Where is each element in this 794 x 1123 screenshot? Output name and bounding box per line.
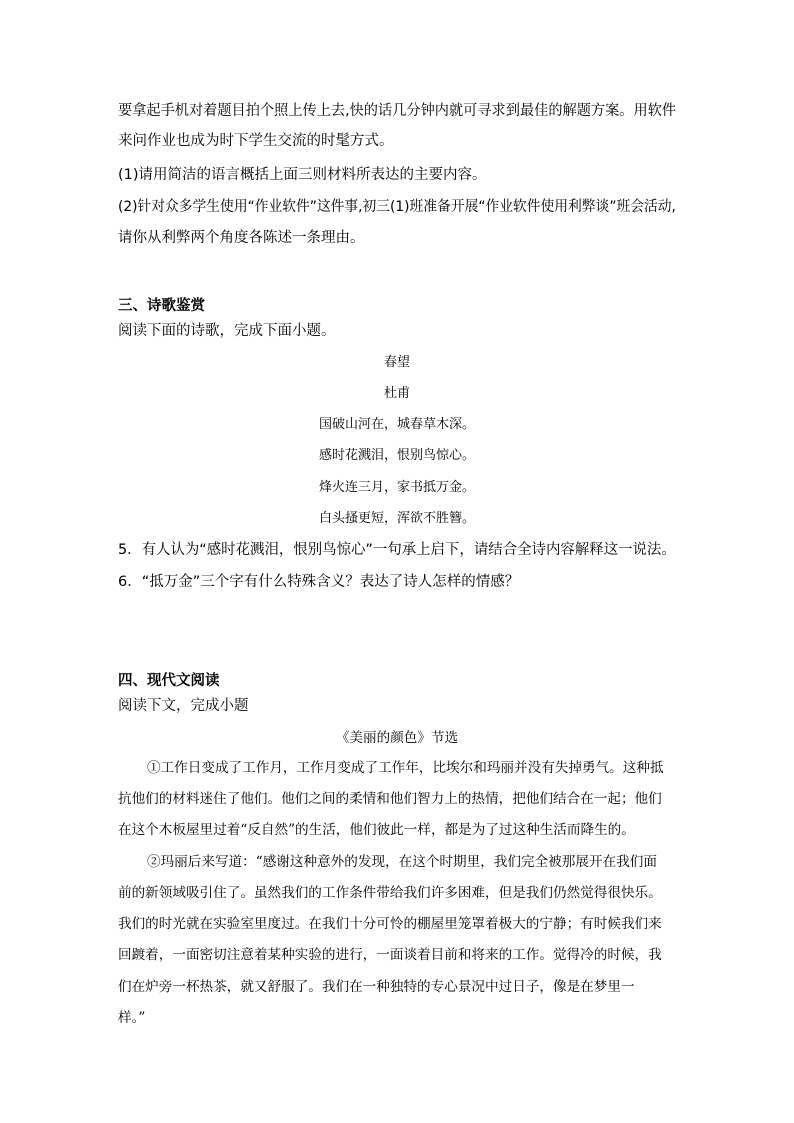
article-line: 回踱着，一面密切注意着某种实验的进行，一面谈着目前和将来的工作。觉得冷的时候，我	[118, 947, 662, 963]
article-line: ①工作日变成了工作月，工作月变成了工作年，比埃尔和玛丽并没有失掉勇气。这种抵	[147, 760, 664, 776]
article-line: 样。”	[118, 1010, 146, 1026]
poem-line: 国破山河在，城春草木深。	[318, 417, 475, 432]
article-line: 抗他们的材料迷住了他们。他们之间的柔情和他们智力上的热情，把他们结合在一起；他们	[118, 791, 662, 807]
poem-line: 感时花溅泪，恨别鸟惊心。	[318, 448, 475, 463]
question-5: 5．有人认为“感时花溅泪，恨别鸟惊心”一句承上启下，请结合全诗内容解释这一说法。	[118, 542, 676, 558]
poem-title: 春望	[383, 355, 410, 370]
question-2-line: (2)针对众多学生使用“作业软件”这件事,初三(1)班准备开展“作业软件使用利弊谈”班会活动,	[118, 199, 676, 215]
question-1: (1)请用简洁的语言概括上面三则材料所表达的主要内容。	[118, 167, 487, 183]
poem-author: 杜甫	[383, 386, 410, 401]
section-heading: 三、诗歌鉴赏	[118, 298, 205, 314]
paragraph-line: 来问作业也成为时下学生交流的时髦方式。	[118, 133, 394, 149]
article-title: 《美丽的颜色》节选	[335, 730, 459, 746]
question-2-line: 请你从利弊两个角度各陈述一条理由。	[118, 230, 365, 246]
section-heading: 四、现代文阅读	[118, 673, 220, 689]
article-line: 前的新领域吸引住了。虽然我们的工作条件带给我们许多困难，但是我们仍然觉得很快乐。	[118, 885, 662, 901]
section-instruction: 阅读下面的诗歌，完成下面小题。	[118, 323, 336, 339]
article-line: 们在炉旁一杯热茶，就又舒服了。我们在一种独特的专心景况中过日子，像是在梦里一	[118, 979, 635, 995]
article-line: ②玛丽后来写道：“感谢这种意外的发现，在这个时期里，我们完全被那展开在我们面	[147, 854, 657, 870]
paragraph-line: 要拿起手机对着题目拍个照上传上去,快的话几分钟内就可寻求到最佳的解题方案。用软件	[118, 103, 677, 119]
poem-line: 白头搔更短，浑欲不胜簪。	[318, 511, 475, 526]
section-instruction: 阅读下文，完成小题	[118, 698, 249, 714]
poem-line: 烽火连三月，家书抵万金。	[318, 480, 475, 495]
question-6: 6．“抵万金”三个字有什么特殊含义？表达了诗人怎样的情感？	[118, 574, 520, 590]
article-line: 在这个木板屋里过着“反自然”的生活，他们彼此一样，都是为了过这种生活而降生的。	[118, 822, 635, 838]
article-line: 我们的时光就在实验室里度过。在我们十分可怜的棚屋里笼罩着极大的宁静；有时候我们来	[118, 916, 662, 932]
